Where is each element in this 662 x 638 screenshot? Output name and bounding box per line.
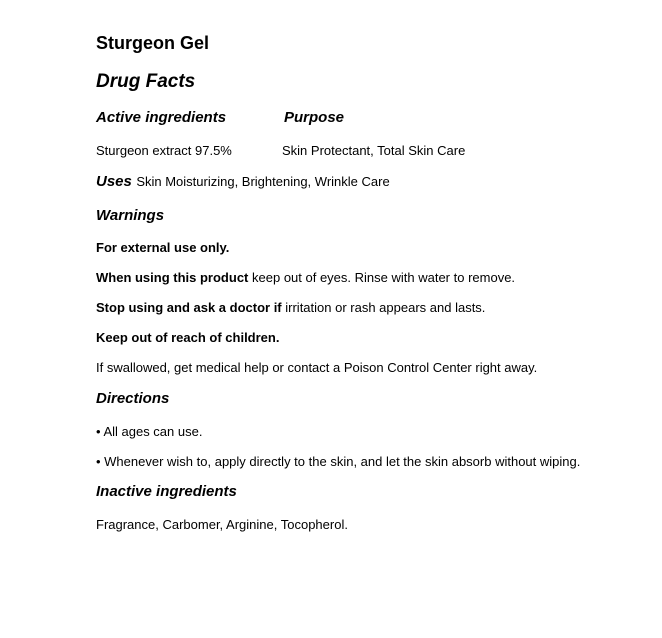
when-using-text: keep out of eyes. Rinse with water to remove. (252, 270, 516, 285)
stop-using-text: irritation or rash appears and lasts. (285, 300, 486, 315)
uses-heading: Uses (96, 173, 132, 190)
directions-heading: Directions (96, 390, 170, 407)
drug-facts-title: Drug Facts (96, 71, 196, 92)
when-using-row (96, 270, 515, 285)
product-name: Sturgeon Gel (96, 33, 210, 53)
inactive-ingredients-text: Fragrance, Carbomer, Arginine, Tocopherol. (96, 517, 348, 532)
when-using-label: When using this product (96, 270, 249, 285)
uses-row (96, 173, 390, 191)
stop-using-row (96, 300, 485, 315)
direction-item: • Whenever wish to, apply directly to the skin, and let the skin absorb without wiping. (96, 454, 581, 469)
active-ingredient-value: Sturgeon extract 97.5% (96, 143, 232, 158)
external-use-warning: For external use only. (96, 240, 230, 255)
direction-item: • All ages can use. (96, 424, 203, 439)
purpose-value: Skin Protectant, Total Skin Care (282, 143, 466, 158)
stop-using-label: Stop using and ask a doctor if (96, 300, 282, 315)
purpose-heading: Purpose (284, 109, 345, 126)
warnings-heading: Warnings (96, 207, 165, 224)
swallowed-warning: If swallowed, get medical help or contact a Poison Control Center right away. (96, 360, 538, 375)
uses-text: Skin Moisturizing, Brightening, Wrinkle Care (136, 174, 390, 189)
active-ingredients-heading: Active ingredients (96, 109, 227, 126)
keep-out-of-reach: Keep out of reach of children. (96, 330, 280, 345)
inactive-ingredients-heading: Inactive ingredients (96, 483, 237, 500)
